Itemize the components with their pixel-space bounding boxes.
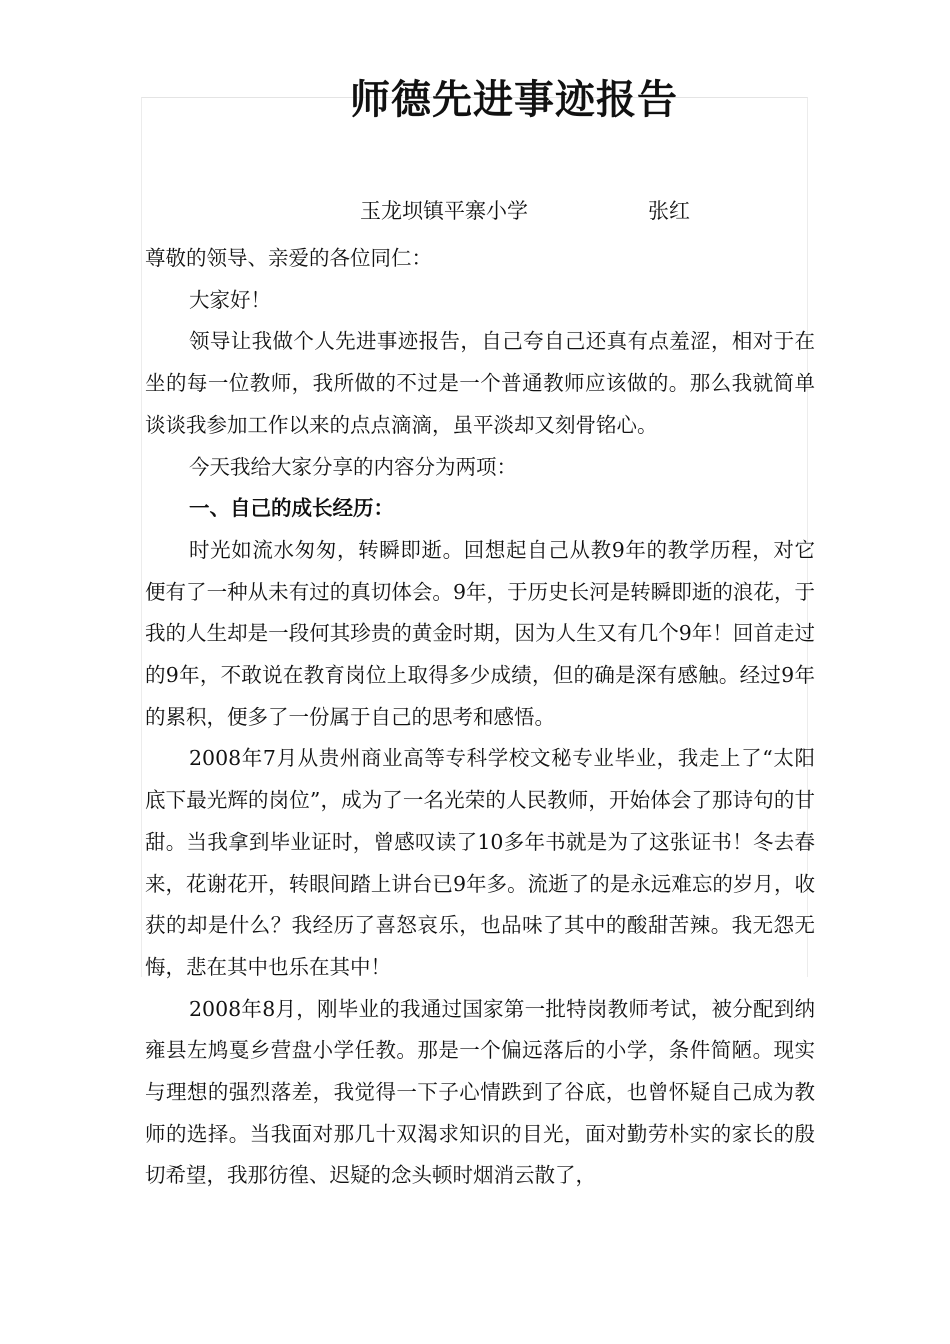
paragraph: 2008年8月，刚毕业的我通过国家第一批特岗教师考试，被分配到纳雍县左鸠戛乡营盘小学任教。那是一个偏远落后的小学，条件简陋。现实与理想的强烈落差，我觉得一下子心情跌到了谷底，也曾怀疑自己成为教师的选择。当我面对那几十双渴求知识的目光，面对勤劳朴实的家长的殷切希望，我那彷徨、迟疑的念头顿时烟消云散了，: [145, 996, 815, 1188]
paragraph: 领导让我做个人先进事迹报告，自己夸自己还真有点羞涩，相对于在坐的每一位教师，我所做的不过是一个普通教师应该做的。那么我就简单谈谈我参加工作以来的点点滴滴，虽平淡却又刻骨铭心。: [145, 329, 815, 437]
greeting: 大家好！: [189, 287, 271, 312]
author-name: 张红: [648, 199, 690, 223]
salutation: 尊敬的领导、亲爱的各位同仁：: [145, 246, 432, 270]
paragraph: 今天我给大家分享的内容分为两项：: [189, 454, 517, 479]
paragraph: 2008年7月从贵州商业高等专科学校文秘专业毕业，我走上了“太阳底下最光辉的岗位”，成为了一名光荣的人民教师，开始体会了那诗句的甘甜。当我拿到毕业证时，曾感叹读了10多年书就是为了这张证书！冬去春来，花谢花开，转眼间踏上讲台已9年多。流逝了的是永远难忘的岁月，收获的却是什么？我经历了喜怒哀乐，也品味了其中的酸甜苦辣。我无怨无悔，悲在其中也乐在其中！: [145, 746, 815, 979]
section-heading: 一、自己的成长经历：: [189, 496, 394, 521]
document-title: 师德先进事迹报告: [350, 76, 678, 123]
school-name: 玉龙坝镇平寨小学: [360, 199, 528, 223]
paragraph: 时光如流水匆匆，转瞬即逝。回想起自己从教9年的教学历程，对它便有了一种从未有过的真切体会。9年，于历史长河是转瞬即逝的浪花，于我的人生却是一段何其珍贵的黄金时期，因为人生又有几个9年！回首走过的9年，不敢说在教育岗位上取得多少成绩，但的确是深有感触。经过9年的累积，便多了一份属于自己的思考和感悟。: [145, 537, 815, 729]
report-body: [145, 238, 815, 1197]
